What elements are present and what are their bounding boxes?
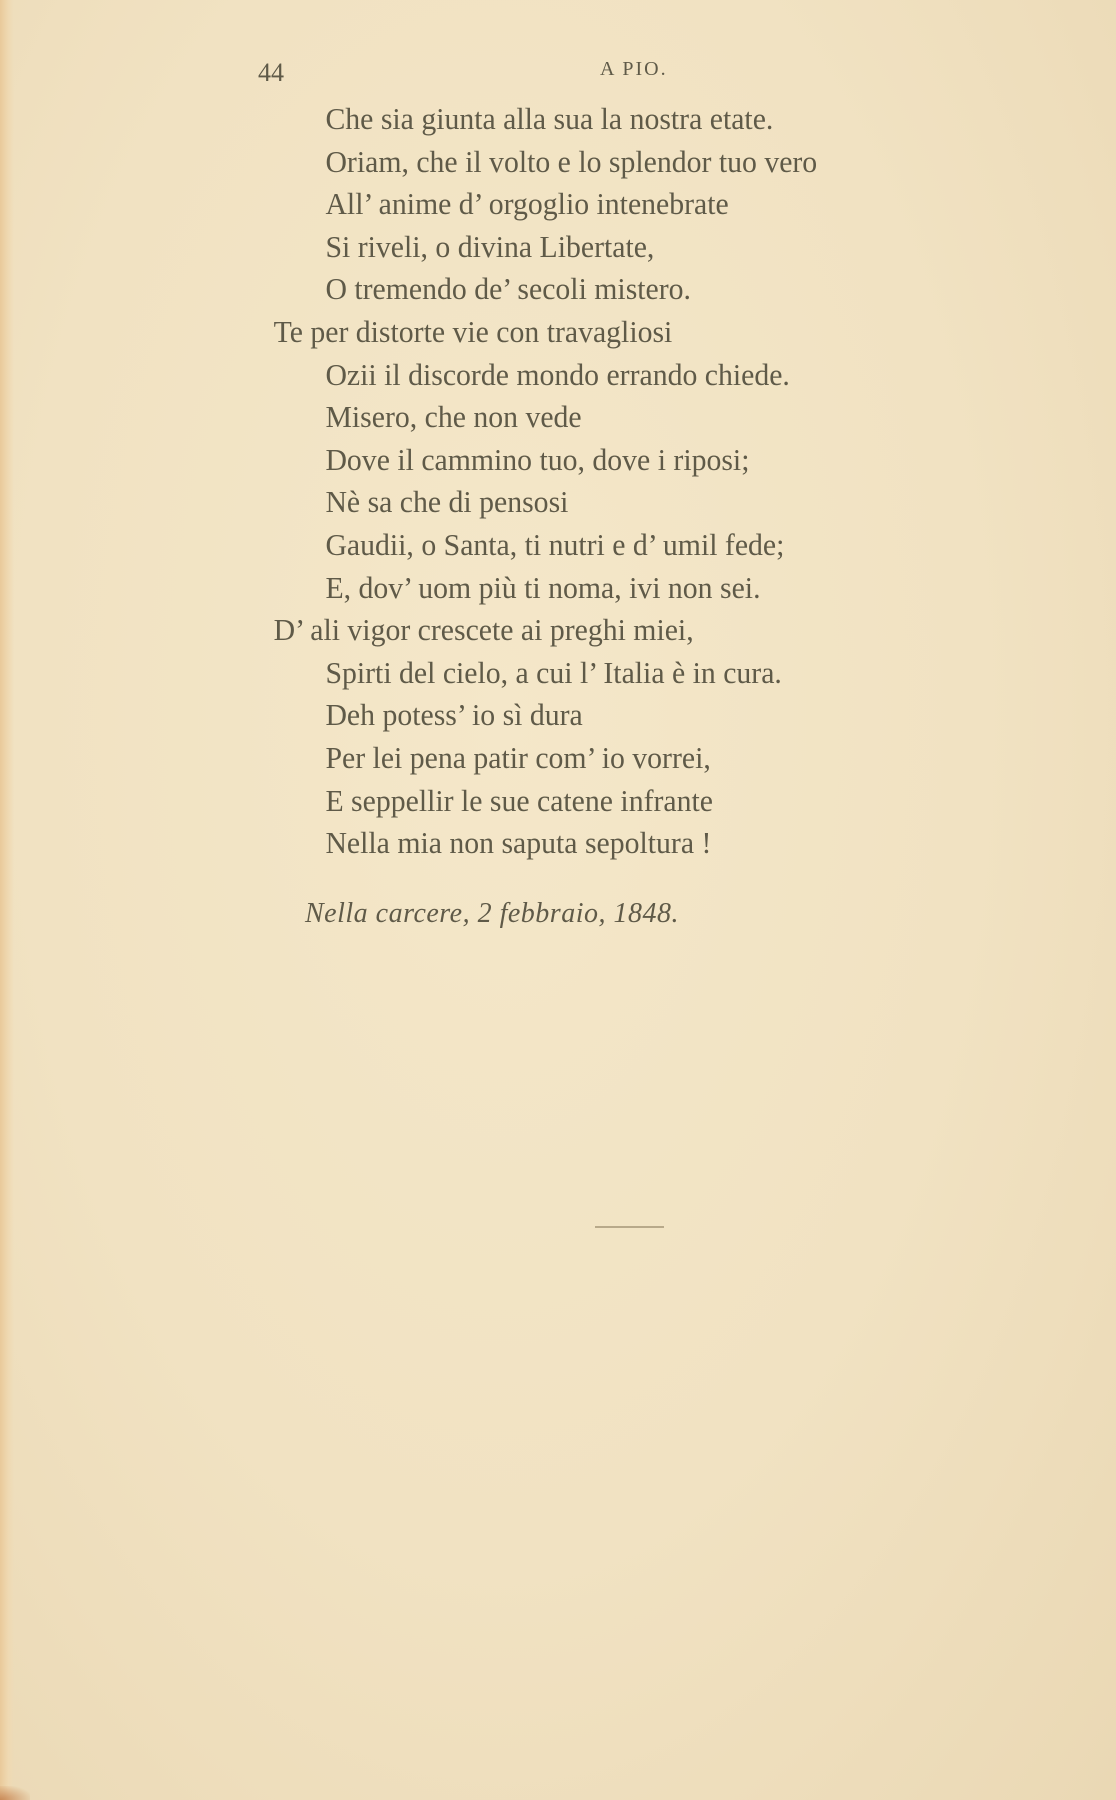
verse-line: Per lei pena patir com’ io vorrei, <box>325 739 711 775</box>
verse-line: Te per distorte vie con travagliosi <box>273 313 673 349</box>
verse-line: Ozii il discorde mondo errando chiede. <box>325 356 790 392</box>
page-number: 44 <box>258 58 284 87</box>
verse-line: E, dov’ uom più ti noma, ivi non sei. <box>325 569 761 605</box>
verse-line: Dove il cammino tuo, dove i riposi; <box>325 441 750 477</box>
running-head <box>0 52 1116 92</box>
verse-line: All’ anime d’ orgoglio intenebrate <box>325 186 729 222</box>
verse-line: Nè sa che di pensosi <box>325 484 569 520</box>
verse-line: Spirti del cielo, a cui l’ Italia è in cura. <box>325 654 782 690</box>
verse-line: E seppellir le sue catene infrante <box>325 782 713 818</box>
verse-line: O tremendo de’ secoli mistero. <box>325 271 691 307</box>
verse-line: Gaudii, o Santa, ti nutri e d’ umil fede; <box>325 526 785 562</box>
verse-line: D’ ali vigor crescete ai preghi miei, <box>273 612 694 648</box>
running-title: A PIO. <box>600 58 668 80</box>
verse-line: Deh potess’ io sì dura <box>325 697 583 733</box>
page-corner-stain <box>0 1786 30 1800</box>
verse-line: Si riveli, o divina Libertate, <box>325 228 655 264</box>
verse-line: Che sia giunta alla sua la nostra etate. <box>325 101 774 136</box>
verse-line: Oriam, che il volto e lo splendor tuo vero <box>325 143 818 179</box>
end-rule-divider <box>595 1226 664 1228</box>
dateline: Nella carcere, 2 febbraio, 1848. <box>305 898 679 929</box>
poem-body <box>0 98 1116 865</box>
verse-line: Misero, che non vede <box>325 399 582 435</box>
verse-line: Nella mia non saputa sepoltura ! <box>325 825 712 861</box>
